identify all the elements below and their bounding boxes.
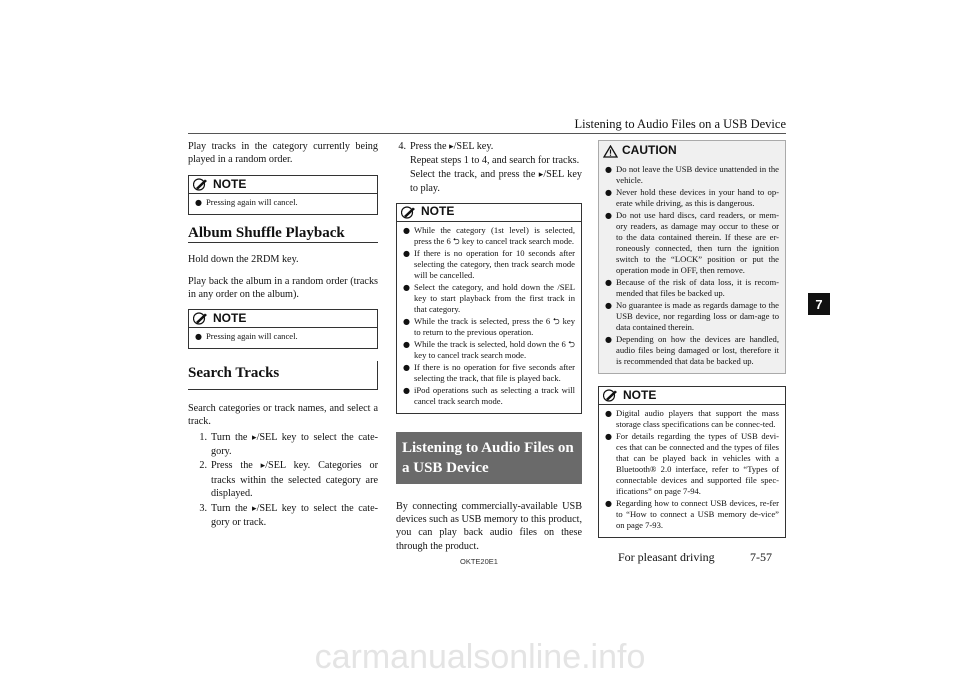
section-heading-search-tracks: Search Tracks [188,365,280,382]
list-item: ● Never hold these devices in your hand to op-erate while driving, as this is dangerous. [605,187,779,208]
chapter-banner: Listening to Audio Files on a USB Device [396,432,582,484]
note-label: NOTE [421,204,455,219]
list-item: ● Regarding how to connect USB devices, re-fer to “How to connect a USB memory de-vice” on page 7-93. [605,498,779,530]
list-item: ● While the track is selected, press the 6 ⮌ key to return to the previous operation. [403,315,575,337]
bullet-icon: ● [605,165,612,174]
header-rule [188,133,786,134]
list-item: ● Depending on how the devices are handled, audio files being damaged or lost, therefore it is recommended that data be backed up. [605,334,779,366]
bullet-icon: ● [605,301,612,310]
list-item: ● Do not use hard discs, card readers, or mem-ory readers, as damage may occur to these or to the data contained therein. If these are er-roneously connected, then turn the ignition switch to the “LOCK” position or put the operation mode in OFF, then remove. [605,210,779,275]
intro-text: Play tracks in the category currently being played in a random order. [188,141,378,166]
bullet-icon: ● [605,432,612,441]
bullet-icon: ● [403,385,410,395]
list-item: ● Pressing again will cancel. [195,196,298,207]
play-glyph-icon: ▸ [252,503,257,514]
list-item: ● iPod operations such as selecting a track will cancel track search mode. [403,384,575,406]
column-1 [188,140,378,531]
play-glyph-icon: ▸ [260,461,266,472]
page-header-title: Listening to Audio Files on a USB Device [574,117,786,131]
footer-section-title: For pleasant driving [618,550,715,564]
bullet-icon: ● [195,197,202,207]
bullet-icon: ● [605,409,612,418]
list-item: ● If there is no operation for 10 seconds after selecting the category, then track search mode will be cancelled. [403,247,575,280]
bullet-icon: ● [403,339,410,349]
step-item: 1. Turn the ▸/SEL key to select the cate-gory. [199,431,379,458]
body-text: Play back the album in a random order (tracks in any order on the album). [188,275,378,301]
section-heading-search-tracks-block [188,361,378,389]
bullet-icon: ● [403,225,410,235]
bullet-icon: ● [605,335,612,344]
step-item: 4. Press the ▸/SEL key. Repeat steps 1 to 4, and search for tracks. Select the track, and press the ▸/SEL key to play. [398,141,582,195]
body-text: Search categories or track names, and select a track. [188,402,378,428]
step-item: 3. Turn the ▸/SEL key to select the cate-gory or track. [199,502,379,529]
note-box-2 [188,309,378,349]
list-item: ● Do not leave the USB device unattended in the vehicle. [605,164,779,185]
note-box-3 [396,203,582,414]
play-glyph-icon: ▸ [252,432,257,443]
body-text: Hold down the 2RDM key. [188,254,299,266]
chapter-tab: 7 [808,293,830,315]
bullet-icon: ● [605,278,612,287]
list-item: ● No guarantee is made as regards damage to the USB device, nor regarding loss or dam-age to data contained therein. [605,300,779,332]
note-box-1 [188,175,378,215]
bullet-icon: ● [403,316,410,326]
note-pencil-icon [193,178,209,191]
bullet-icon: ● [403,282,410,292]
caution-label: CAUTION [622,143,677,158]
list-item: ● Digital audio players that support the mass storage class specifications can be connec-ted. [605,408,779,429]
list-item: ● Pressing again will cancel. [195,331,298,342]
list-item: ● Because of the risk of data loss, it is recom-mended that files be backed up. [605,277,779,298]
list-item: ● While the category (1st level) is selected, press the 6 ⮌ key to cancel track search mode. [403,224,575,246]
document-code: OKTE20E1 [460,557,498,566]
play-glyph-icon: ▸ [449,142,454,152]
list-item: ● For details regarding the types of USB devi-ces that can be connected and the types of files that can be played back in vehicles with a Bluetooth® 2.0 interface, refer to “Types of connectable devices and supported file spec-ifications” on page 7-94. [605,431,779,496]
step-item: 2. Press the ▸/SEL key. Categories or tracks within the selected category are displayed. [199,460,378,500]
bullet-icon: ● [605,211,612,220]
note-header [189,310,377,328]
section-heading-album-shuffle: Album Shuffle Playback [188,227,378,243]
note-pencil-icon [401,206,417,219]
page-number: 7-57 [750,550,772,564]
bullet-icon: ● [195,332,202,342]
bullet-icon: ● [605,499,612,508]
list-item: ● While the track is selected, hold down the 6 ⮌ key to cancel track search mode. [403,338,575,360]
watermark: carmanualsonline.info [314,638,646,676]
caution-box [598,140,786,374]
note-pencil-icon [193,312,209,325]
play-glyph-icon: ▸ [538,169,544,180]
column-2 [396,140,582,561]
list-item: ● If there is no operation for five seconds after selecting the track, that file is played back. [403,361,575,383]
note-pencil-icon [603,389,619,402]
note-header [599,387,785,405]
note-label: NOTE [623,387,657,402]
note-label: NOTE [213,311,247,326]
bullet-icon: ● [605,188,612,197]
caution-header [599,141,785,161]
list-item: ● Select the category, and hold down the /SEL key to start playback from the first track in that category. [403,281,575,314]
body-text: By connecting commercially-available USB devices such as USB memory to this product, you can play back audio files on these through the product. [396,500,582,552]
bullet-icon: ● [403,248,410,258]
column-3 [598,140,786,546]
warning-triangle-icon [603,145,618,158]
note-header [397,204,581,222]
note-box-4 [598,386,786,538]
note-label: NOTE [213,176,247,191]
bullet-icon: ● [403,362,410,372]
note-header [189,176,377,194]
